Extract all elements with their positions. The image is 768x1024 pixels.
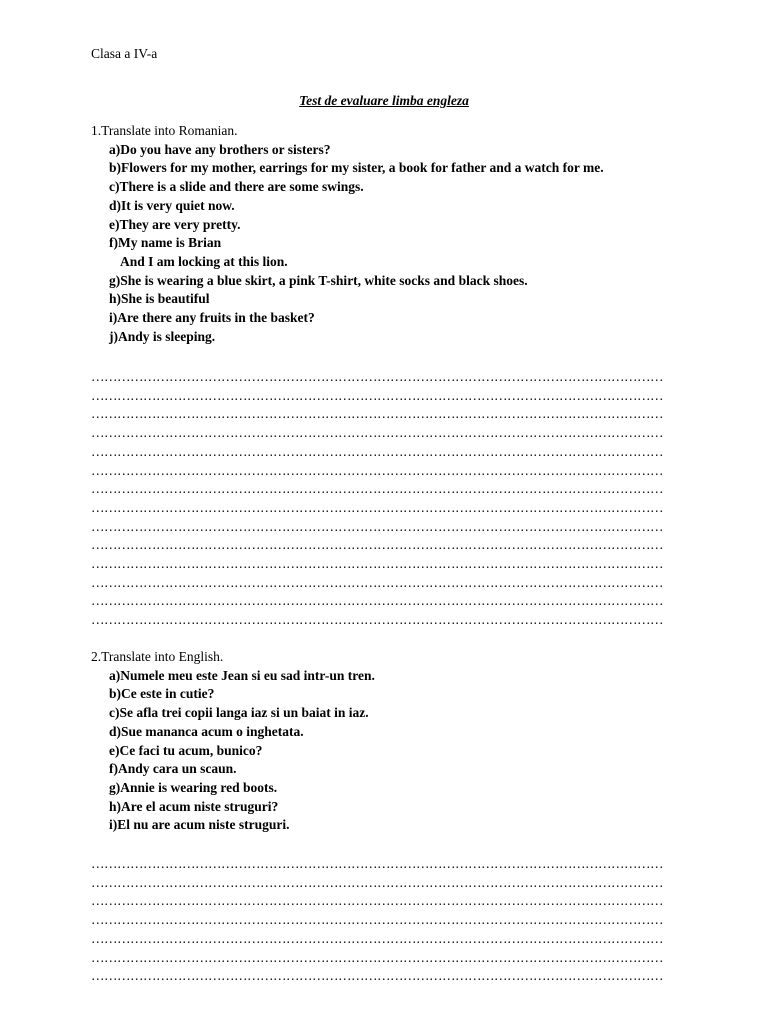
exercise-item: g)Annie is wearing red boots.	[109, 779, 278, 795]
exercise-item: b)Flowers for my mother, earrings for my sister, a book for father and a watch for me.	[109, 160, 604, 176]
answer-line[interactable]: ……………………………………………………………………………………………………………………	[91, 930, 663, 946]
answer-line[interactable]: ……………………………………………………………………………………………………………………	[91, 593, 663, 609]
exercise-item: e)They are very pretty.	[109, 216, 241, 232]
exercise-item: i)El nu are acum niste struguri.	[109, 817, 290, 833]
answer-line[interactable]: ……………………………………………………………………………………………………………………	[91, 874, 663, 890]
answer-line[interactable]: ……………………………………………………………………………………………………………………	[91, 499, 663, 515]
answer-line[interactable]: ……………………………………………………………………………………………………………………	[91, 481, 663, 497]
answer-line[interactable]: ……………………………………………………………………………………………………………………	[91, 574, 663, 590]
answer-line[interactable]: ……………………………………………………………………………………………………………………	[91, 387, 663, 403]
exercise-item-continuation: And I am locking at this lion.	[120, 253, 288, 269]
exercise-item: d)Sue mananca acum o inghetata.	[109, 723, 304, 739]
answer-line[interactable]: ……………………………………………………………………………………………………………………	[91, 537, 663, 553]
exercise-item: a)Do you have any brothers or sisters?	[109, 141, 331, 157]
exercise-item: f)Andy cara un scaun.	[109, 761, 237, 777]
answer-line[interactable]: ……………………………………………………………………………………………………………………	[91, 518, 663, 534]
class-label: Clasa a IV-a	[91, 46, 158, 61]
exercise-item: a)Numele meu este Jean si eu sad intr-un tren.	[109, 667, 375, 683]
answer-line[interactable]: ……………………………………………………………………………………………………………………	[91, 406, 663, 422]
answer-line[interactable]: ……………………………………………………………………………………………………………………	[91, 443, 663, 459]
exercise-item: c)Se afla trei copii langa iaz si un baiat in iaz.	[109, 705, 369, 721]
exercise-2-items	[91, 667, 691, 835]
exercise-item: b)Ce este in cutie?	[109, 686, 215, 702]
page-title: Test de evaluare limba engleza	[299, 93, 469, 108]
exercise-2-heading: 2.Translate into English.	[91, 649, 224, 664]
answer-line[interactable]: ……………………………………………………………………………………………………………………	[91, 462, 663, 478]
exercise-item: h)Are el acum niste struguri?	[109, 798, 279, 814]
exercise-item: h)She is beautiful	[109, 291, 210, 307]
exercise-1	[91, 122, 691, 346]
answer-line[interactable]: ……………………………………………………………………………………………………………………	[91, 856, 663, 871]
answer-line[interactable]: ……………………………………………………………………………………………………………………	[91, 893, 663, 909]
exercise-2	[91, 648, 691, 835]
answer-line[interactable]: ……………………………………………………………………………………………………………………	[91, 556, 663, 572]
answer-line[interactable]: ……………………………………………………………………………………………………………………	[91, 369, 663, 384]
exercise-item: j)Andy is sleeping.	[109, 328, 216, 344]
exercise-item: i)Are there any fruits in the basket?	[109, 310, 315, 326]
exercise-2-answer-lines	[91, 855, 676, 986]
exercise-item: g)She is wearing a blue skirt, a pink T-shirt, white socks and black shoes.	[109, 272, 528, 288]
exercise-item: d)It is very quiet now.	[109, 197, 235, 213]
answer-line[interactable]: ……………………………………………………………………………………………………………………	[91, 612, 663, 628]
answer-line[interactable]: ……………………………………………………………………………………………………………………	[91, 949, 663, 965]
exercise-item: e)Ce faci tu acum, bunico?	[109, 742, 263, 758]
exercise-1-answer-lines	[91, 368, 676, 630]
answer-line[interactable]: ……………………………………………………………………………………………………………………	[91, 968, 663, 984]
exercise-item: f)My name is Brian	[109, 235, 222, 251]
exercise-item: c)There is a slide and there are some swings.	[109, 179, 364, 195]
answer-line[interactable]: ……………………………………………………………………………………………………………………	[91, 425, 663, 441]
answer-line[interactable]: ……………………………………………………………………………………………………………………	[91, 912, 663, 928]
exercise-1-heading: 1.Translate into Romanian.	[91, 123, 238, 138]
exercise-1-items	[91, 141, 691, 347]
